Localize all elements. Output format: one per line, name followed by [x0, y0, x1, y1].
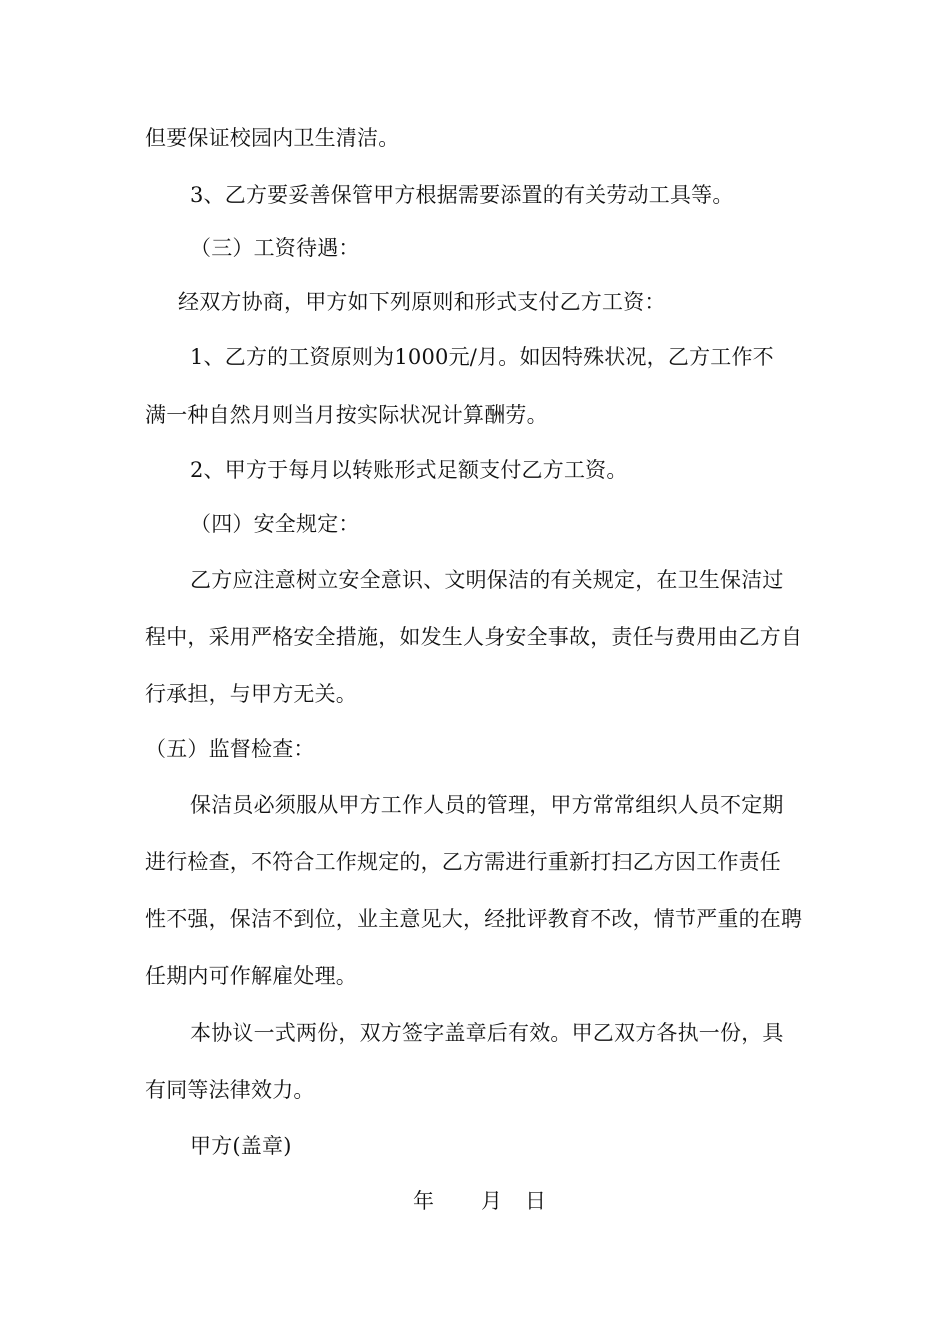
section-heading-safety: （四）安全规定：	[190, 512, 360, 536]
section-heading-supervision: （五）监督检查：	[145, 737, 315, 761]
paragraph-line: 任期内可作解雇处理。	[145, 964, 357, 988]
paragraph-line: 行承担，与甲方无关。	[145, 682, 357, 706]
paragraph-line: 性不强，保洁不到位，业主意见大，经批评教育不改，情节严重的在聘	[145, 907, 803, 931]
paragraph-line: 有同等法律效力。	[145, 1078, 315, 1102]
paragraph-line: 保洁员必须服从甲方工作人员的管理，甲方常常组织人员不定期	[190, 793, 784, 817]
party-a-seal-line: 甲方(盖章)	[190, 1134, 292, 1158]
paragraph-line: 满一种自然月则当月按实际状况计算酬劳。	[145, 403, 548, 427]
paragraph-line: 1、乙方的工资原则为1000元/月。如因特殊状况，乙方工作不	[190, 345, 774, 369]
paragraph-line: 3、乙方要妥善保管甲方根据需要添置的有关劳动工具等。	[190, 183, 734, 207]
date-day-label: 日	[525, 1189, 546, 1213]
paragraph-line: 经双方协商，甲方如下列原则和形式支付乙方工资：	[178, 290, 666, 314]
paragraph-line: 程中，采用严格安全措施，如发生人身安全事故，责任与费用由乙方自	[145, 625, 803, 649]
paragraph-line: 本协议一式两份，双方签字盖章后有效。甲乙双方各执一份，具	[190, 1021, 784, 1045]
date-month-label: 月	[481, 1189, 502, 1213]
date-year-label: 年	[413, 1189, 434, 1213]
paragraph-line: 乙方应注意树立安全意识、文明保洁的有关规定，在卫生保洁过	[190, 568, 784, 592]
paragraph-line: 2、甲方于每月以转账形式足额支付乙方工资。	[190, 458, 628, 482]
paragraph-line: 进行检查，不符合工作规定的，乙方需进行重新打扫乙方因工作责任	[145, 850, 781, 874]
section-heading-wages: （三）工资待遇：	[190, 236, 360, 260]
paragraph-line: 但要保证校园内卫生清洁。	[145, 126, 400, 150]
date-line	[413, 1187, 546, 1215]
